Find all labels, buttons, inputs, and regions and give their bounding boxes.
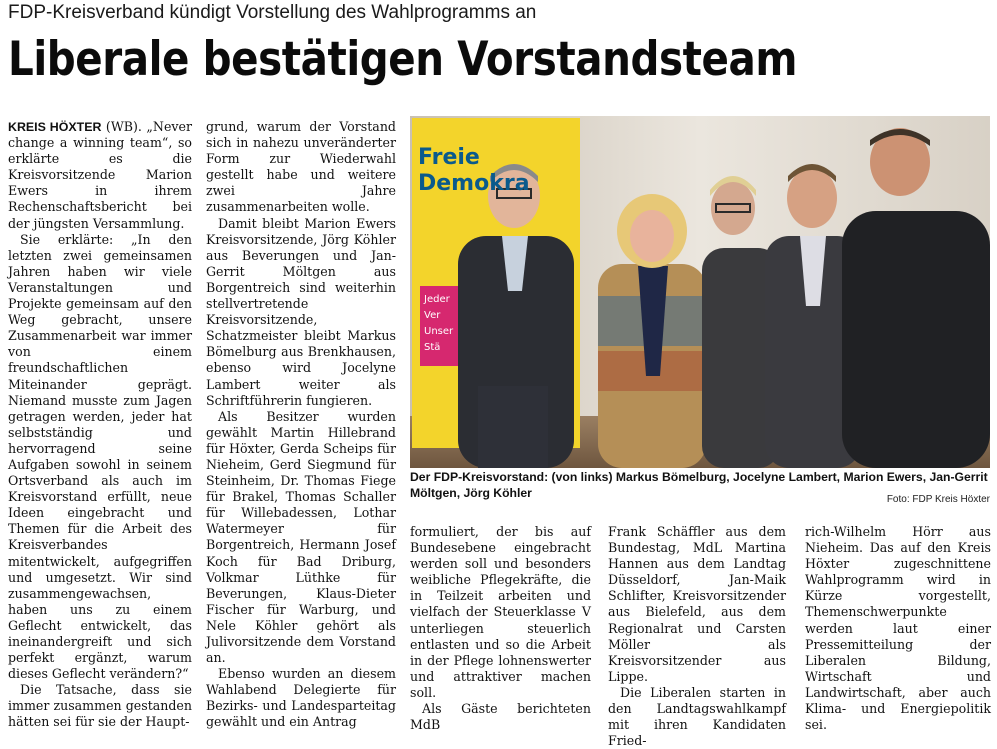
paragraph: Frank Schäffler aus dem Bundestag, MdL Martina Hannen aus dem Landtag Düsseldorf, Jan-Maik Schlifter, Kreisvorsitzender aus Bielefeld, aus dem Regionalrat und Carsten Möller als Kreisvorsitzender aus Lippe. — [608, 524, 786, 684]
banner-text-line2: Demokra — [418, 171, 530, 196]
article-headline: Liberale bestätigen Vorstandsteam — [8, 32, 798, 87]
paragraph: formuliert, der bis auf Bundesebene eingebracht werden soll und besonders weibliche Pflegekräfte, die in Teilzeit arbeiten und vielfach der Steuerklasse V unterliegen steuerlich entlasten und so die Arbeit in der Pflege lohnenswerter und attraktiver machen soll. — [410, 524, 591, 700]
banner-small-text: Unser — [424, 326, 454, 337]
paragraph: Damit bleibt Marion Ewers Kreisvorsitzende, Jörg Köhler aus Beverungen und Jan-Gerrit Möltgen aus Borgentreich sind weiterhin stellvertretende Kreisvorsitzende, Schatzmeister bleibt Markus Bömelburg aus Brenkhausen, ebenso wird Jocelyne Lambert weiter als Schriftführerin fungieren. — [206, 215, 396, 408]
paragraph: Ebenso wurden an diesem Wahlabend Delegierte für Bezirks- und Landesparteitag gewählt und ein Antrag — [206, 666, 396, 730]
paragraph — [8, 119, 192, 232]
photo-credit: Foto: FDP Kreis Höxter — [886, 494, 990, 505]
banner-small-text: Jeder — [424, 294, 450, 305]
paragraph-text: (WB). „Never change a winning team“, so erklärte es die Kreisvorsitzende Marion Ewers in ihrem Rechenschaftsbericht bei der jüngsten Versammlung. — [8, 119, 192, 231]
group-photo — [410, 116, 990, 468]
banner-small-text: Stä — [424, 342, 441, 353]
article-column-3 — [410, 524, 591, 733]
paragraph: Die Tatsache, dass sie immer zusammen gestanden hätten sei für sie der Haupt- — [8, 682, 192, 730]
photo-illustration — [410, 116, 990, 468]
paragraph: Als Gäste berichteten MdB — [410, 701, 591, 733]
article-column-2 — [206, 119, 396, 731]
caption-text: (von links) Markus Bömelburg, Jocelyne Lambert, Marion Ewers, Jan-Gerrit Möltgen, Jörg Köhler — [410, 470, 988, 500]
article-kicker: FDP-Kreisverband kündigt Vorstellung des Wahlprogramms an — [8, 2, 537, 23]
paragraph: Die Liberalen starten in den Landtagswahlkampf mit ihren Kandidaten Fried- — [608, 684, 786, 749]
paragraph: Sie erklärte: „In den letzten zwei gemeinsamen Jahren haben wir viele Veranstaltungen und Projekte gemeinsam auf den Weg gebracht, unsere Zusammenarbeit war immer von einem freundschaftlichen Miteinander geprägt. Niemand musste zum Jagen getragen werden, jeder hat selbstständig und hervorragend seine Aufgaben sowohl in seinem Ortsverband als auch im Kreisvorstand erfüllt, neue Ideen eingebracht und Themen für die Arbeit des Kreisverbandes mitentwickelt, aufgegriffen und umgesetzt. Wir sind zusammengewachsen, haben uns zu einem Geflecht entwickelt, das ineinandergreift und sich perfekt ergänzt, warum dieses Geflecht verändern?“ — [8, 231, 192, 682]
paragraph: rich-Wilhelm Hörr aus Nieheim. Das auf den Kreis Höxter zugeschnittene Wahlprogramm wird in Kürze vorgestellt, Themenschwerpunkte werden laut einer Pressemitteilung der Liberalen Bildung, Wirtschaft und Landwirtschaft, aber auch Klima- und Energiepolitik sei. — [805, 524, 991, 733]
banner-text-line1: Freie — [418, 145, 480, 170]
caption-lead: Der FDP-Kreisvorstand: — [410, 470, 549, 484]
paragraph: Als Besitzer wurden gewählt Martin Hillebrand für Höxter, Gerda Scheips für Nieheim, Gerd Siegmund für Steinheim, Dr. Thomas Fiege für Brakel, Thomas Schaller für Willebadessen, Lothar Watermeyer für Borgentreich, Hermann Josef Koch für Bad Driburg, Volkmar Lüthke für Beverungen, Klaus-Dieter Fischer für Warburg, und Nele Köhler gehört als Julivorsitzende dem Vorstand an. — [206, 408, 396, 666]
article-column-1 — [8, 119, 192, 731]
banner-small-text: Ver — [424, 310, 441, 321]
article-column-4 — [608, 524, 786, 749]
dateline: KREIS HÖXTER — [8, 120, 102, 134]
article-column-5 — [805, 524, 991, 733]
paragraph: grund, warum der Vorstand sich in nahezu unveränderter Form zur Wiederwahl gestellt habe und weitere zwei Jahre zusammenarbeiten wolle. — [206, 119, 396, 215]
